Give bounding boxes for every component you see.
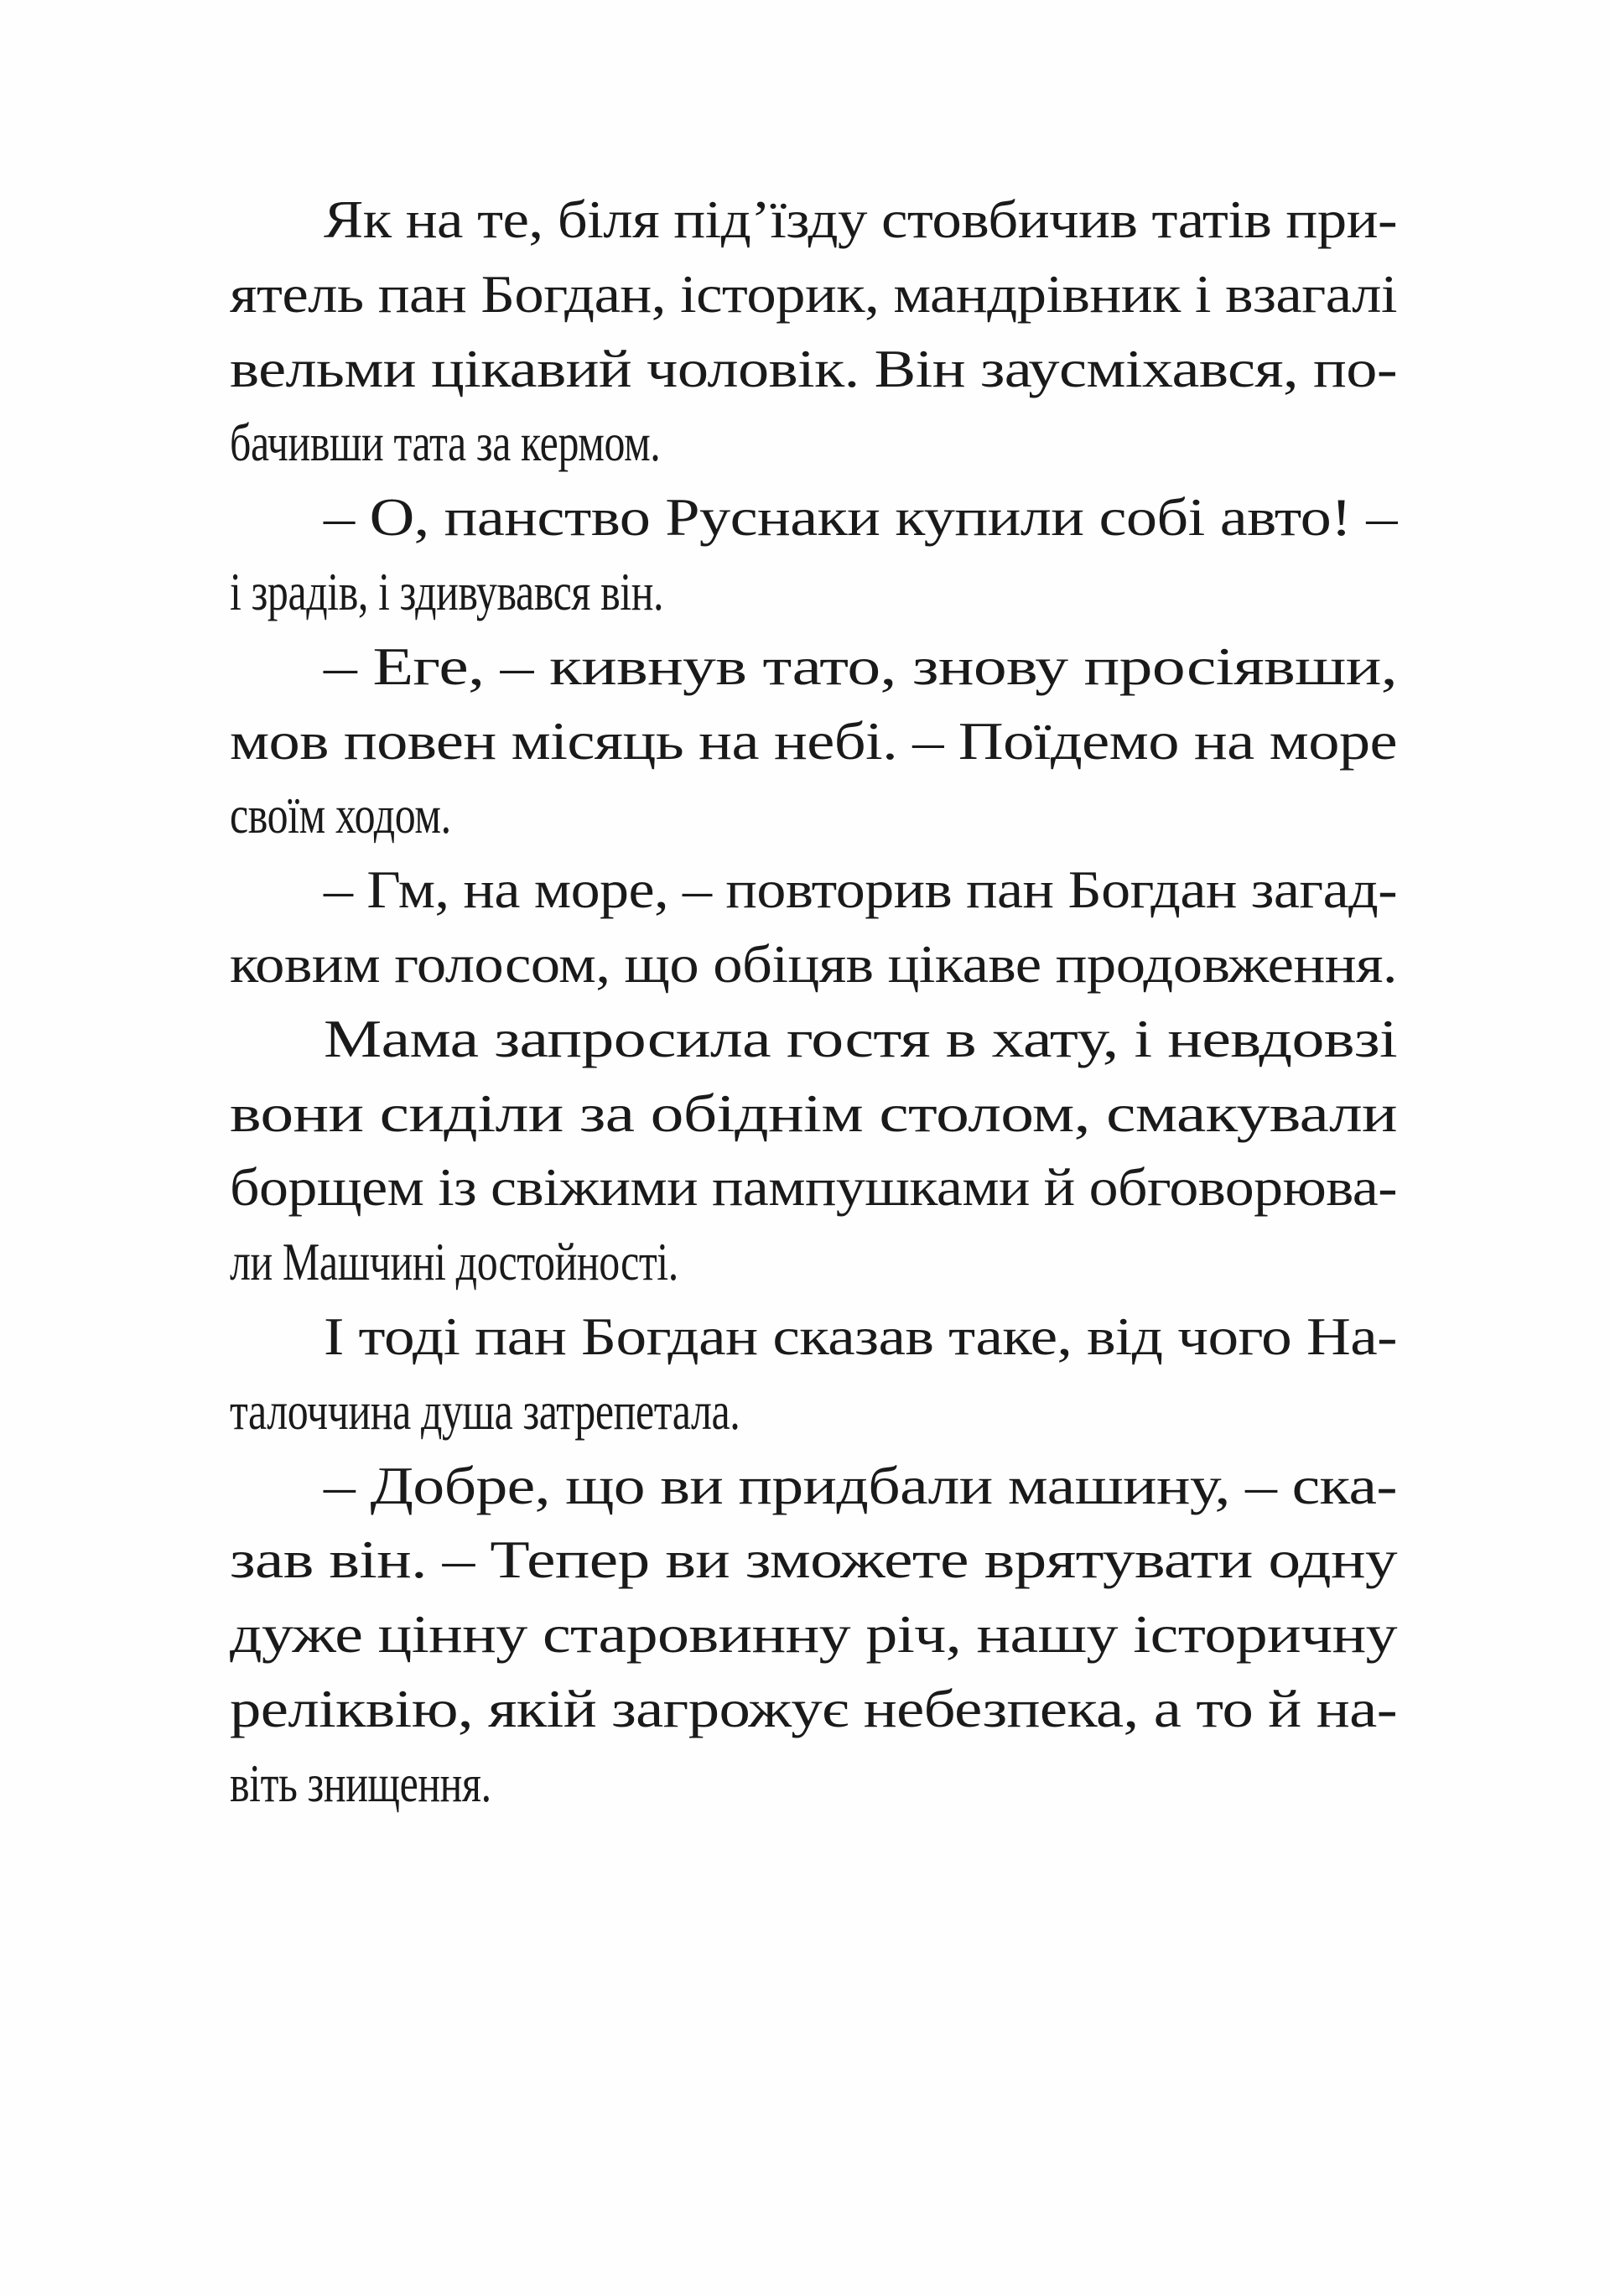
text-line [230,927,1397,1002]
line-text: борщем із свіжими пампушками й обговорюва- [230,1157,1397,1218]
text-line [230,257,1397,332]
text-line [230,1597,1397,1672]
line-text: – Еге, – кивнув тато, знову просіявши, [324,636,1397,696]
line-text: мов повен місяць на небі. – Поїдемо на море [230,710,1397,771]
line-text: – Гм, на море, – повторив пан Богдан загад- [324,860,1397,920]
text-line [230,1077,1397,1151]
line-text: ли Машчині достойності. [230,1232,678,1292]
line-text: ковим голосом, що обіцяв цікаве продовження. [230,933,1397,994]
line-text: і зрадів, і здивувався він. [230,561,664,621]
text-line [230,1151,1397,1225]
text-line [230,1002,1397,1077]
text-line [230,1449,1397,1524]
text-line [230,332,1397,407]
text-line [230,630,1397,704]
text-line [230,1225,1397,1300]
line-text: бачивши тата за кермом. [230,413,661,473]
line-text: І тоді пан Богдан сказав таке, від чого На- [324,1306,1397,1366]
line-text: зав він. – Тепер ви зможете врятувати одну [230,1530,1397,1590]
text-line [230,1300,1397,1374]
text-line [230,1672,1397,1747]
line-text: ятель пан Богдан, історик, мандрівник і взагалі [230,263,1398,324]
line-text: талоччина душа затрепетала. [230,1380,740,1441]
text-line [230,555,1397,630]
text-line [230,183,1397,257]
text-line [230,704,1397,779]
body-text [230,183,1397,1821]
line-text: вони сиділи за обіднім столом, смакували [230,1083,1397,1143]
text-line [230,778,1397,853]
text-line [230,853,1397,927]
text-line [230,480,1397,555]
line-text: реліквію, якій загрожує небезпека, а то й на- [230,1678,1397,1738]
line-text: віть знищення. [230,1753,491,1813]
line-text: дуже цінну старовинну річ, нашу історичну [230,1604,1397,1665]
text-line [230,1747,1397,1821]
text-line [230,1523,1397,1597]
line-text: – Добре, що ви придбали машину, – ска- [324,1455,1397,1515]
line-text: – О, панство Руснаки купили собі авто! – [324,487,1397,548]
line-text: своїм ходом. [230,785,451,845]
line-text: Мама запросила гостя в хату, і невдовзі [324,1008,1397,1068]
line-text: Як на те, біля під’їзду стовбичив татів при- [324,190,1397,249]
text-line [230,406,1397,480]
text-line [230,1374,1397,1449]
line-text: вельми цікавий чоловік. Він заусміхався, по- [230,338,1397,398]
